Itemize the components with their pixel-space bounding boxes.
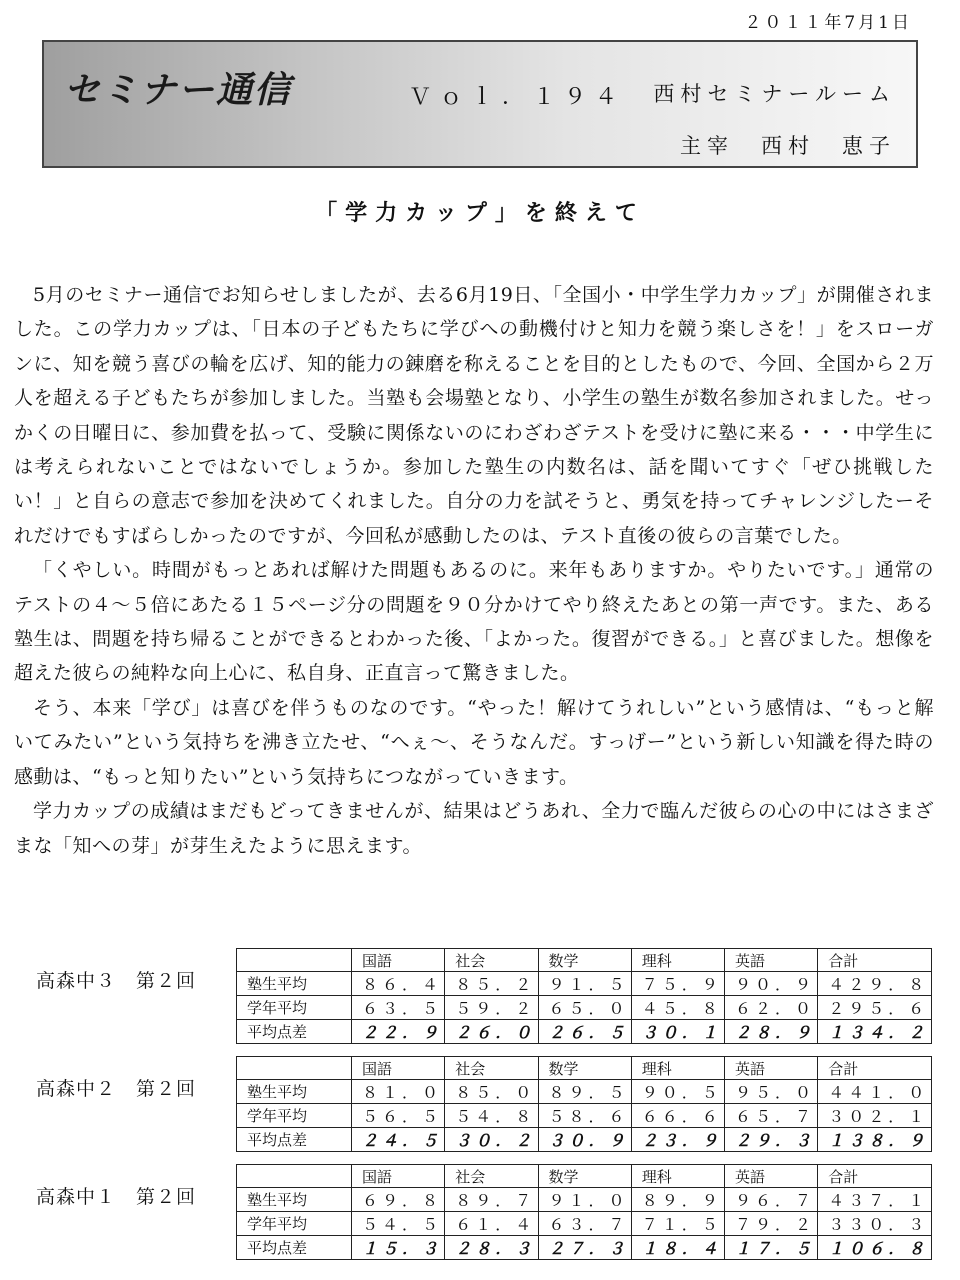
subject-header: 合計 [818,949,932,972]
table-row [237,1020,932,1044]
score-cell: ３０２．１ [818,1104,932,1128]
subject-header: 社会 [445,949,538,972]
table-row [237,1188,932,1212]
subject-header: 国語 [352,949,445,972]
host-name: 主宰 西村 恵子 [680,134,896,158]
score-cell: ８９．９ [631,1188,724,1212]
score-cell: ４４１．０ [818,1080,932,1104]
header-blank-cell [237,1057,352,1080]
score-cell: ３３０．３ [818,1212,932,1236]
score-cell: ６３．７ [538,1212,631,1236]
header-blank-cell [237,949,352,972]
score-cell: ７１．５ [631,1212,724,1236]
score-cell: ２９．３ [725,1128,818,1152]
score-cell: ８１．０ [352,1080,445,1104]
score-cell: ３０．２ [445,1128,538,1152]
score-cell: ９０．５ [631,1080,724,1104]
row-label: 塾生平均 [237,1080,352,1104]
score-cell: ６１．４ [445,1212,538,1236]
table-row [237,1128,932,1152]
volume-number: Ｖｏｌ．１９４ [409,85,627,110]
score-cell: ６９．８ [352,1188,445,1212]
subject-header: 理科 [631,1057,724,1080]
subject-header: 合計 [818,1165,932,1188]
paragraph: 学力カップの成績はまだもどってきませんが、結果はどうあれ、全力で臨んだ彼らの心の中にはさまざまな「知への芽」が芽生えたように思えます。 [14,800,934,857]
score-cell: ２８．３ [445,1236,538,1260]
score-cell: ５８．６ [538,1104,631,1128]
table-row [237,1212,932,1236]
row-label: 平均点差 [237,1236,352,1260]
row-label: 学年平均 [237,1212,352,1236]
row-label: 学年平均 [237,1104,352,1128]
subject-header: 理科 [631,1165,724,1188]
score-cell: ２３．９ [631,1128,724,1152]
table-row [237,996,932,1020]
score-table [236,1164,932,1260]
score-cell: ７５．９ [631,972,724,996]
table-row [237,1080,932,1104]
score-cell: ３０．１ [631,1020,724,1044]
subject-header: 国語 [352,1057,445,1080]
score-cell: ８５．２ [445,972,538,996]
table-header-row [237,949,932,972]
newsletter-title: セミナー通信 [64,70,293,111]
subject-header: 英語 [725,1057,818,1080]
score-cell: ８５．０ [445,1080,538,1104]
article-headline: 「学力カップ」を終えて [315,200,645,226]
score-cell: １０６．８ [818,1236,932,1260]
score-cell: ２４．５ [352,1128,445,1152]
subject-header: 国語 [352,1165,445,1188]
score-cell: ６５．０ [538,996,631,1020]
table-row [237,1104,932,1128]
subject-header: 数学 [538,1057,631,1080]
paragraph: 5月のセミナー通信でお知らせしましたが、去る6月19日、「全国小・中学生学力カップ」が開催されました。この学力カップは、「日本の子どもたちに学びへの動機付けと知力を競う楽しさを！」をスローガンに、知を競う喜びの輪を広げ、知的能力の錬磨を称えることを目的としたもので、今回、全国から２万人を超える子どもたちが参加しました。当塾も会場塾となり、小学生の塾生が数名参加されました。せっかくの日曜日に、参加費を払って、受験に関係ないのにわざわざテストを受けに塾に来る・・・中学生には考えられないことではないでしょうか。参加した塾生の内数名は、話を聞いてすぐ「ぜひ挑戦したい！」と自らの意志で参加を決めてくれました。自分の力を試そうと、勇気を持ってチャレンジしたーそれだけでもすばらしかったのですが、今回私が感動したのは、テスト直後の彼らの言葉でした。 [14,284,934,547]
score-cell: ５６．５ [352,1104,445,1128]
score-cell: １８．４ [631,1236,724,1260]
score-cell: ８９．７ [445,1188,538,1212]
score-cell: ８９．５ [538,1080,631,1104]
score-cell: ５４．８ [445,1104,538,1128]
row-label: 平均点差 [237,1128,352,1152]
row-label: 塾生平均 [237,1188,352,1212]
score-cell: ４２９．８ [818,972,932,996]
subject-header: 英語 [725,1165,818,1188]
score-cell: ２６．５ [538,1020,631,1044]
paragraph: 「くやしい。時間がもっとあれば解けた問題もあるのに。来年もありますか。やりたいです。」通常のテストの４～５倍にあたる１５ページ分の問題を９０分かけてやり終えたあとの第一声です。また、ある塾生は、問題を持ち帰ることができるとわかった後、「よかった。復習ができる。」と喜びました。想像を超えた彼らの純粋な向上心に、私自身、正直言って驚きました。 [14,559,934,685]
score-cell: ９５．０ [725,1080,818,1104]
table-row [237,1236,932,1260]
score-cell: ６２．０ [725,996,818,1020]
subject-header: 数学 [538,1165,631,1188]
subject-header: 合計 [818,1057,932,1080]
masthead [42,40,918,168]
score-cell: ４３７．１ [818,1188,932,1212]
score-cell: ６５．７ [725,1104,818,1128]
score-cell: ２７．３ [538,1236,631,1260]
score-cell: ２６．０ [445,1020,538,1044]
score-cell: ６６．６ [631,1104,724,1128]
issue-date: ２０１１年7月1日 [744,13,912,33]
table-header-row [237,1057,932,1080]
score-table [236,1056,932,1152]
score-cell: ６３．５ [352,996,445,1020]
row-label: 平均点差 [237,1020,352,1044]
subject-header: 数学 [538,949,631,972]
row-label: 学年平均 [237,996,352,1020]
score-cell: ９６．７ [725,1188,818,1212]
table-header-row [237,1165,932,1188]
subject-header: 英語 [725,949,818,972]
score-cell: ９１．０ [538,1188,631,1212]
subject-header: 社会 [445,1165,538,1188]
score-cell: ５９．２ [445,996,538,1020]
organization-name: 西村セミナールーム [653,82,896,106]
score-cell: ９０．９ [725,972,818,996]
table-row [237,972,932,996]
score-cell: １３８．９ [818,1128,932,1152]
score-cell: ７９．２ [725,1212,818,1236]
score-table-label: 高森中１ 第２回 [36,1186,197,1208]
paragraph: そう、本来「学び」は喜びを伴うものなのです。“やった！解けてうれしい”という感情は、“もっと解いてみたい”という気持ちを沸き立たせ、“へぇ～、そうなんだ。すっげー”という新しい知識を得た時の感動は、“もっと知りたい”という気持ちにつながっていきます。 [14,696,934,788]
row-label: 塾生平均 [237,972,352,996]
score-cell: ２８．９ [725,1020,818,1044]
score-table-label: 高森中３ 第２回 [36,970,197,992]
score-cell: ９１．５ [538,972,631,996]
score-cell: ２２．９ [352,1020,445,1044]
score-table-label: 高森中２ 第２回 [36,1078,197,1100]
header-blank-cell [237,1165,352,1188]
score-cell: ３０．９ [538,1128,631,1152]
subject-header: 理科 [631,949,724,972]
score-cell: ８６．４ [352,972,445,996]
score-cell: １７．５ [725,1236,818,1260]
subject-header: 社会 [445,1057,538,1080]
score-cell: ２９５．６ [818,996,932,1020]
article-body [14,278,934,863]
score-cell: １３４．２ [818,1020,932,1044]
score-cell: １５．３ [352,1236,445,1260]
score-cell: ５４．５ [352,1212,445,1236]
score-cell: ４５．８ [631,996,724,1020]
score-table [236,948,932,1044]
